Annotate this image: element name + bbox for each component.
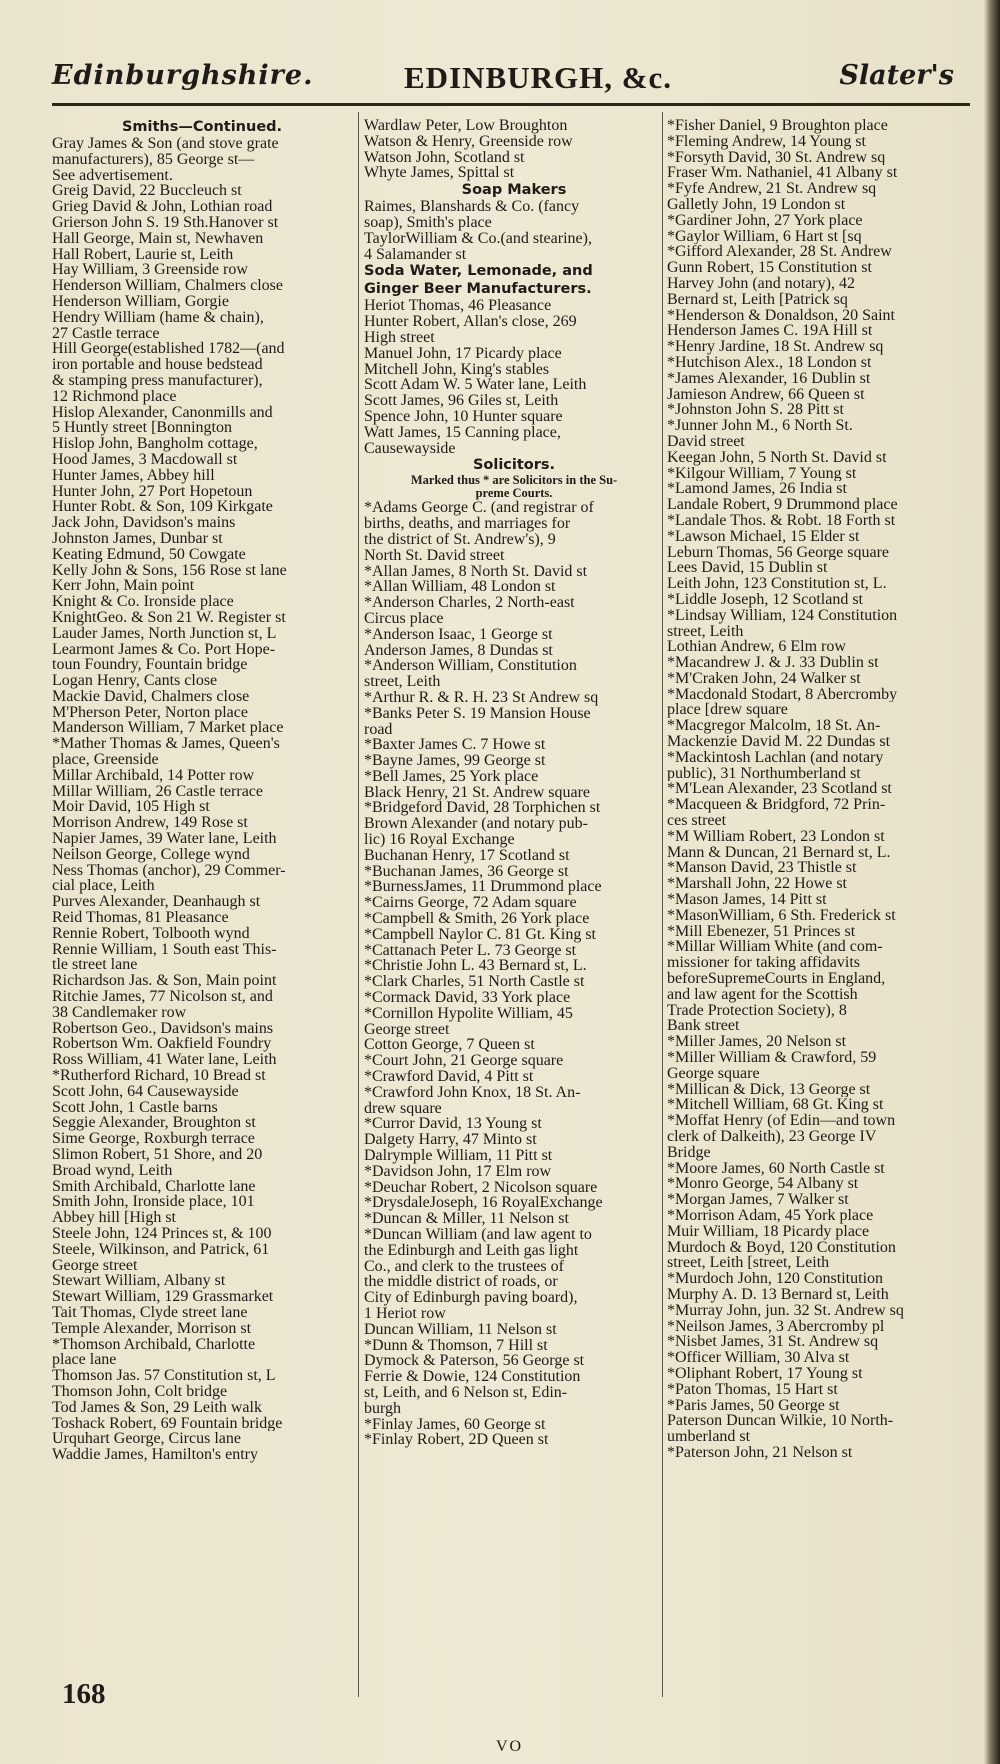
directory-entry: place [drew square (667, 702, 788, 719)
page-number: 168 (62, 1678, 106, 1710)
directory-entry: *DrysdaleJoseph, 16 RoyalExchange (364, 1195, 603, 1212)
directory-entry: Leith John, 123 Constitution st, L. (667, 576, 887, 592)
directory-entry: *Nisbet James, 31 St. Andrew sq (667, 1334, 879, 1351)
directory-entry: Murphy A. D. 13 Bernard st, Leith (667, 1286, 889, 1303)
directory-entry: *Forsyth David, 30 St. Andrew sq (667, 149, 886, 166)
directory-entry: *Cattanach Peter L. 73 George st (364, 942, 577, 959)
directory-entry: Temple Alexander, Morrison st (52, 1320, 252, 1337)
directory-entry: M'Pherson Peter, Norton place (52, 704, 248, 721)
directory-entry: *Lawson Michael, 15 Elder st (667, 528, 860, 545)
directory-entry: *Dunn & Thomson, 7 Hill st (364, 1337, 548, 1354)
directory-entry: Hunter James, Abbey hill (52, 467, 215, 484)
directory-entry: Lees David, 15 Dublin st (667, 560, 828, 577)
directory-entry: Heriot Thomas, 46 Pleasance (364, 298, 552, 315)
directory-entry: *Johnston John S. 28 Pitt st (667, 402, 844, 419)
directory-entry: *Campbell Naylor C. 81 Gt. King st (364, 926, 596, 943)
directory-entry: Richardson Jas. & Son, Main point (52, 973, 277, 990)
directory-entry: Duncan William, 11 Nelson st (364, 1321, 557, 1338)
directory-entry: Toshack Robert, 69 Fountain bridge (52, 1415, 283, 1432)
directory-entry: Henderson James C. 19A Hill st (667, 323, 873, 340)
directory-entry: *Deuchar Robert, 2 Nicolson square (364, 1179, 598, 1196)
directory-entry: *Anderson Isaac, 1 George st (364, 626, 553, 643)
directory-entry: road (364, 721, 393, 738)
directory-entry: *Bayne James, 99 George st (364, 753, 546, 769)
directory-entry: 27 Castle terrace (52, 325, 160, 342)
directory-entry: *Cairns George, 72 Adam square (364, 895, 577, 912)
directory-entry: Grierson John S. 19 Sth.Hanover st (52, 214, 279, 231)
directory-entry: *Fisher Daniel, 9 Broughton place (667, 118, 888, 134)
directory-entry: *Moffat Henry (of Edin—and town (667, 1113, 896, 1129)
directory-entry: place lane (52, 1352, 117, 1369)
directory-entry: Keegan John, 5 North St. David st (667, 449, 887, 466)
directory-entry: *Henderson & Donaldson, 20 Saint (667, 307, 895, 324)
directory-entry: *Baxter James C. 7 Howe st (364, 737, 546, 754)
directory-entry: *Neilson James, 3 Abercromby pl (667, 1318, 885, 1335)
directory-entry: TaylorWilliam & Co.(and stearine), (364, 230, 592, 247)
directory-entry: *Anderson William, Constitution (364, 658, 577, 675)
directory-entry: Waddie James, Hamilton's entry (52, 1447, 258, 1463)
directory-entry: births, deaths, and marriages for (364, 516, 571, 532)
directory-entry: Mackie David, Chalmers close (52, 688, 250, 705)
directory-entry: street, Leith [street, Leith (667, 1255, 830, 1272)
directory-entry: *Gaylor William, 6 Hart st [sq (667, 228, 862, 245)
directory-entry: *Mackintosh Lachlan (and notary (667, 749, 884, 766)
directory-entry: place, Greenside (52, 752, 159, 768)
directory-entry: *Landale Thos. & Robt. 18 Forth st (667, 512, 896, 529)
directory-entry: Mitchell John, King's stables (364, 361, 550, 378)
directory-entry: *Curror David, 13 Young st (364, 1116, 542, 1133)
directory-entry: Bridge (667, 1144, 711, 1161)
directory-entry: & stamping press manufacturer), (52, 372, 263, 389)
directory-entry: *Kilgour William, 7 Young st (667, 465, 857, 482)
directory-entry: Anderson James, 8 Dundas st (364, 642, 553, 659)
directory-entry: Urquhart George, Circus lane (52, 1431, 241, 1448)
directory-entry: *Macdonald Stodart, 8 Abercromby (667, 686, 898, 703)
directory-entry: Jamieson Andrew, 66 Queen st (667, 386, 865, 403)
directory-entry: *Bell James, 25 York place (364, 768, 539, 785)
column-left (52, 118, 352, 1463)
directory-entry: Bank street (667, 1018, 740, 1035)
directory-entry: Mann & Duncan, 21 Bernard st, L. (667, 844, 891, 861)
directory-entry: 12 Richmond place (52, 388, 177, 405)
directory-entry: *Murray John, jun. 32 St. Andrew sq (667, 1302, 904, 1319)
directory-entry: 5 Huntly street [Bonnington (52, 420, 232, 437)
directory-entry: *Junner John M., 6 North St. (667, 418, 853, 434)
directory-entry: Napier James, 39 Water lane, Leith (52, 831, 277, 847)
directory-entry: KnightGeo. & Son 21 W. Register st (52, 609, 286, 626)
section-heading: Solicitors. (472, 457, 556, 474)
directory-entry: Scott John, 64 Causewayside (52, 1083, 239, 1100)
directory-entry: Causewayside (364, 440, 456, 457)
directory-entry: st, Leith, and 6 Nelson st, Edin- (364, 1384, 568, 1401)
directory-entry: Hill George(established 1782—(and (52, 341, 285, 358)
directory-entry: *Gardiner John, 27 York place (667, 212, 863, 229)
directory-entry: manufacturers), 85 George st— (52, 151, 255, 168)
directory-entry: *Macandrew J. & J. 33 Dublin st (667, 655, 879, 671)
directory-entry: Gunn Robert, 15 Constitution st (667, 260, 872, 276)
directory-entry: lic) 16 Royal Exchange (364, 832, 515, 848)
directory-entry: street, Leith (364, 674, 441, 690)
directory-entry: the Edinburgh and Leith gas light (364, 1242, 579, 1259)
column-middle (364, 118, 664, 1448)
directory-entry: Johnston James, Dunbar st (52, 530, 223, 547)
directory-entry: Ness Thomas (anchor), 29 Commer- (52, 862, 286, 879)
directory-entry: Rennie Robert, Tolbooth wynd (52, 925, 250, 942)
directory-entry: Scott James, 96 Giles st, Leith (364, 393, 559, 409)
directory-entry: *Mather Thomas & James, Queen's (52, 736, 280, 753)
directory-entry: Dalrymple William, 11 Pitt st (364, 1148, 553, 1164)
directory-entry: Ritchie James, 77 Nicolson st, and (52, 989, 273, 1005)
directory-entry: Kerr John, Main point (52, 578, 195, 595)
directory-entry: Henderson William, Gorgie (52, 293, 229, 310)
directory-entry: *Buchanan James, 36 George st (364, 863, 569, 880)
directory-entry: *Morgan James, 7 Walker st (667, 1192, 849, 1208)
directory-entry: the district of St. Andrew's), 9 (364, 531, 556, 548)
directory-entry: toun Foundry, Fountain bridge (52, 657, 248, 674)
directory-entry: soap), Smith's place (364, 214, 492, 231)
directory-entry: Spence John, 10 Hunter square (364, 408, 563, 425)
directory-entry: Neilson George, College wynd (52, 846, 250, 863)
directory-entry: Trade Protection Society), 8 (667, 1002, 847, 1019)
directory-entry: *Finlay Robert, 2D Queen st (364, 1432, 549, 1449)
directory-entry: *M'Craken John, 24 Walker st (667, 670, 861, 687)
directory-entry: 4 Salamander st (364, 246, 467, 263)
directory-entry: Kelly John & Sons, 156 Rose st lane (52, 562, 287, 579)
directory-entry: Ferrie & Dowie, 124 Constitution (364, 1369, 581, 1385)
directory-entry: Moir David, 105 High st (52, 799, 210, 816)
directory-entry: *Millar William White (and com- (667, 939, 883, 956)
directory-entry: *Gifford Alexander, 28 St. Andrew (667, 244, 892, 261)
directory-entry: Leburn Thomas, 56 George square (667, 544, 890, 561)
directory-entry: *Manson David, 23 Thistle st (667, 860, 857, 877)
directory-entry: *Hutchison Alex., 18 London st (667, 354, 872, 371)
directory-entry: Broad wynd, Leith (52, 1162, 173, 1179)
directory-entry: cial place, Leith (52, 878, 155, 895)
directory-entry: Circus place (364, 610, 444, 627)
directory-entry: Smith Archibald, Charlotte lane (52, 1178, 256, 1195)
directory-entry: *Christie John L. 43 Bernard st, L. (364, 958, 587, 975)
directory-entry: Henderson William, Chalmers close (52, 278, 284, 294)
directory-entry: *Clark Charles, 51 North Castle st (364, 974, 585, 991)
directory-entry: public), 31 Northumberland st (667, 765, 861, 782)
directory-entry: *Paton Thomas, 15 Hart st (667, 1381, 838, 1398)
directory-entry: Steele, Wilkinson, and Patrick, 61 (52, 1241, 270, 1258)
directory-entry: *Marshall John, 22 Howe st (667, 876, 847, 893)
section-heading: Soda Water, Lemonade, and (364, 263, 593, 280)
section-note: preme Courts. (475, 487, 553, 501)
directory-entry: Stewart William, 129 Grassmarket (52, 1289, 274, 1305)
directory-entry: Grieg David & John, Lothian road (52, 199, 273, 215)
directory-entry: *Anderson Charles, 2 North-east (364, 595, 575, 611)
directory-entry: the middle district of roads, or (364, 1274, 558, 1291)
directory-entry: Manderson William, 7 Market place (52, 720, 284, 737)
directory-entry: Hood James, 3 Macdowall st (52, 451, 238, 468)
directory-entry: Robertson Wm. Oakfield Foundry (52, 1036, 272, 1053)
directory-entry: Thomson Jas. 57 Constitution st, L (52, 1368, 276, 1384)
directory-entry: *Davidson John, 17 Elm row (364, 1163, 552, 1180)
directory-entry: clerk of Dalkeith), 23 George IV (667, 1129, 877, 1145)
directory-entry: Hunter John, 27 Port Hopetoun (52, 483, 253, 500)
directory-entry: Lothian Andrew, 6 Elm row (667, 639, 846, 656)
directory-entry: Galletly John, 19 London st (667, 196, 846, 213)
directory-entry: Hall Robert, Laurie st, Leith (52, 246, 234, 263)
directory-entry: Hislop John, Bangholm cottage, (52, 436, 258, 452)
directory-entry: Co., and clerk to the trustees of (364, 1258, 564, 1275)
directory-entry: tle street lane (52, 957, 138, 974)
directory-entry: *Millican & Dick, 13 George st (667, 1081, 871, 1098)
directory-entry: *Cornillon Hypolite William, 45 (364, 1005, 573, 1022)
directory-entry: George square (667, 1065, 760, 1082)
directory-entry: Robertson Geo., Davidson's mains (52, 1020, 274, 1037)
directory-entry: *Duncan & Miller, 11 Nelson st (364, 1211, 569, 1227)
directory-entry: Black Henry, 21 St. Andrew square (364, 784, 591, 801)
directory-entry: Lauder James, North Junction st, L (52, 625, 277, 642)
directory-entry: Watson John, Scotland st (364, 149, 525, 166)
directory-entry: *Adams George C. (and registrar of (364, 500, 594, 517)
directory-entry: *Thomson Archibald, Charlotte (52, 1336, 256, 1353)
directory-entry: Dymock & Paterson, 56 George st (364, 1353, 585, 1370)
directory-entry: *Campbell & Smith, 26 York place (364, 911, 590, 927)
directory-entry: Morrison Andrew, 149 Rose st (52, 815, 248, 832)
directory-entry: Tod James & Son, 29 Leith walk (52, 1399, 262, 1416)
directory-entry: Gray James & Son (and stove grate (52, 136, 279, 152)
directory-entry: *Rutherford Richard, 10 Bread st (52, 1068, 266, 1084)
directory-entry: *Moore James, 60 North Castle st (667, 1160, 885, 1177)
directory-entry: High street (364, 329, 435, 346)
directory-entry: Steele John, 124 Princes st, & 100 (52, 1225, 272, 1242)
section-heading: Soap Makers (461, 182, 567, 199)
directory-entry: beforeSupremeCourts in England, (667, 971, 886, 987)
directory-entry: Watson & Henry, Greenside row (364, 133, 573, 150)
directory-entry: Reid Thomas, 81 Pleasance (52, 910, 229, 926)
directory-entry: *Allan William, 48 London st (364, 579, 556, 596)
directory-entry: Wardlaw Peter, Low Broughton (364, 118, 568, 134)
directory-entry: burgh (364, 1400, 402, 1417)
directory-entry: Smith John, Ironside place, 101 (52, 1194, 255, 1211)
directory-entry: *Fleming Andrew, 14 Young st (667, 133, 866, 150)
directory-entry: ces street (667, 813, 727, 829)
directory-entry: Stewart William, Albany st (52, 1273, 226, 1290)
directory-entry: iron portable and house bedstead (52, 357, 263, 373)
signature-mark: VO (496, 1738, 524, 1755)
header-county: Edinburghshire. (52, 60, 314, 91)
directory-entry: 1 Heriot row (364, 1305, 446, 1322)
directory-entry: Millar Archibald, 14 Potter row (52, 767, 255, 784)
directory-entry: *Banks Peter S. 19 Mansion House (364, 705, 591, 722)
directory-entry: 38 Candlemaker row (52, 1004, 187, 1021)
directory-entry: Hendry William (hame & chain), (52, 309, 264, 326)
directory-entry: umberland st (667, 1429, 751, 1445)
directory-entry: Logan Henry, Cants close (52, 673, 218, 689)
directory-entry: Muir William, 18 Picardy place (667, 1223, 870, 1240)
directory-entry: Hunter Robert, Allan's close, 269 (364, 314, 577, 330)
directory-entry: Tait Thomas, Clyde street lane (52, 1304, 248, 1321)
section-heading: Ginger Beer Manufacturers. (364, 281, 592, 298)
directory-entry: *Macqueen & Bridgford, 72 Prin- (667, 797, 886, 814)
directory-entry: *Mason James, 14 Pitt st (667, 892, 827, 908)
directory-entry: *M William Robert, 23 London st (667, 828, 885, 845)
directory-entry: *Cormack David, 33 York place (364, 990, 571, 1006)
directory-entry: Harvey John (and notary), 42 (667, 275, 855, 292)
directory-entry: Manuel John, 17 Picardy place (364, 345, 562, 362)
directory-entry: George street (364, 1021, 450, 1038)
directory-entry: North St. David street (364, 547, 505, 564)
header-publisher: Slater's (839, 60, 954, 91)
directory-entry: Murdoch & Boyd, 120 Constitution (667, 1239, 896, 1256)
directory-entry: *James Alexander, 16 Dublin st (667, 370, 871, 387)
directory-entry: *Mitchell William, 68 Gt. King st (667, 1097, 884, 1114)
directory-entry: *M'Lean Alexander, 23 Scotland st (667, 781, 892, 798)
directory-entry: Hislop Alexander, Canonmills and (52, 404, 273, 421)
directory-entry: *Mill Ebenezer, 51 Princes st (667, 923, 856, 940)
directory-entry: *Oliphant Robert, 17 Young st (667, 1365, 863, 1382)
directory-entry: Brown Alexander (and notary pub- (364, 816, 588, 833)
directory-entry: *Murdoch John, 120 Constitution (667, 1271, 884, 1287)
directory-entry: Knight & Co. Ironside place (52, 594, 234, 610)
directory-entry: drew square (364, 1100, 442, 1117)
directory-entry: and law agent for the Scottish (667, 986, 858, 1003)
page-edge-shadow (984, 0, 1000, 1764)
directory-entry: Hay William, 3 Greenside row (52, 262, 248, 279)
directory-entry: *Morrison Adam, 45 York place (667, 1207, 874, 1224)
directory-entry: *Liddle Joseph, 12 Scotland st (667, 591, 863, 608)
directory-entry: Landale Robert, 9 Drummond place (667, 497, 898, 513)
directory-entry: *Macgregor Malcolm, 18 St. An- (667, 718, 881, 735)
directory-entry: *Paterson John, 21 Nelson st (667, 1444, 853, 1461)
directory-entry: *Court John, 21 George square (364, 1053, 564, 1070)
header-title: EDINBURGH, &c. (404, 60, 673, 95)
directory-entry: Purves Alexander, Deanhaugh st (52, 894, 261, 911)
directory-entry: *Paris James, 50 George st (667, 1397, 840, 1414)
directory-entry: *Miller William & Crawford, 59 (667, 1050, 877, 1066)
directory-entry: Abbey hill [High st (52, 1210, 176, 1226)
directory-entry: See advertisement. (52, 167, 173, 184)
directory-entry: *Crawford John Knox, 18 St. An- (364, 1084, 581, 1101)
directory-entry: *Bridgeford David, 28 Torphichen st (364, 800, 601, 817)
section-note: Marked thus * are Solicitors in the Su- (410, 474, 618, 488)
directory-entry: street, Leith (667, 623, 744, 640)
directory-entry: missioner for taking affidavits (667, 955, 860, 972)
directory-entry: George street (52, 1257, 138, 1274)
directory-entry: Seggie Alexander, Broughton st (52, 1115, 256, 1132)
directory-entry: Scott Adam W. 5 Water lane, Leith (364, 377, 587, 394)
directory-entry: Sime George, Roxburgh terrace (52, 1131, 255, 1147)
directory-entry: Fraser Wm. Nathaniel, 41 Albany st (667, 165, 898, 182)
directory-entry: *MasonWilliam, 6 Sth. Frederick st (667, 907, 896, 924)
directory-entry: *Duncan William (and law agent to (364, 1227, 592, 1243)
directory-entry: Jack John, Davidson's mains (52, 515, 236, 531)
directory-entry: City of Edinburgh paving board), (364, 1290, 578, 1306)
directory-entry: *Fyfe Andrew, 21 St. Andrew sq (667, 181, 877, 197)
directory-entry: *Allan James, 8 North St. David st (364, 563, 588, 580)
directory-entry: *BurnessJames, 11 Drummond place (364, 879, 602, 896)
directory-entry: David street (667, 433, 745, 450)
directory-entry: Watt James, 15 Canning place, (364, 424, 561, 441)
directory-entry: Mackenzie David M. 22 Dundas st (667, 734, 891, 750)
section-heading: Smiths—Continued. (121, 119, 283, 135)
directory-entry: *Officer William, 30 Alva st (667, 1350, 850, 1366)
directory-entry: *Arthur R. & R. H. 23 St Andrew sq (364, 689, 599, 706)
column-divider (358, 112, 359, 1697)
directory-entry: Slimon Robert, 51 Shore, and 20 (52, 1147, 263, 1163)
directory-entry: Whyte James, Spittal st (364, 165, 515, 182)
column-right (667, 118, 965, 1461)
header-rule (52, 103, 970, 106)
directory-entry: Dalgety Harry, 47 Minto st (364, 1132, 537, 1149)
directory-entry: Buchanan Henry, 17 Scotland st (364, 847, 570, 864)
directory-entry: Keating Edmund, 50 Cowgate (52, 546, 246, 563)
directory-entry: Cotton George, 7 Queen st (364, 1037, 535, 1054)
directory-entry: *Lamond James, 26 India st (667, 481, 847, 498)
directory-entry: Paterson Duncan Wilkie, 10 North- (667, 1413, 894, 1430)
directory-entry: Greig David, 22 Buccleuch st (52, 183, 242, 200)
directory-entry: *Henry Jardine, 18 St. Andrew sq (667, 339, 884, 355)
directory-entry: *Miller James, 20 Nelson st (667, 1034, 847, 1051)
directory-entry: Learmont James & Co. Port Hope- (52, 641, 276, 658)
directory-entry: *Lindsay William, 124 Constitution (667, 607, 898, 624)
directory-entry: *Monro George, 54 Albany st (667, 1176, 859, 1193)
directory-entry: Hall George, Main st, Newhaven (52, 230, 264, 247)
directory-entry: Ross William, 41 Water lane, Leith (52, 1052, 277, 1069)
directory-entry: *Crawford David, 4 Pitt st (364, 1069, 534, 1085)
page-header (52, 60, 974, 100)
directory-entry: Hunter Robt. & Son, 109 Kirkgate (52, 499, 273, 516)
directory-entry: *Finlay James, 60 George st (364, 1416, 546, 1433)
directory-entry: Rennie William, 1 South east This- (52, 941, 277, 958)
directory-entry: Thomson John, Colt bridge (52, 1383, 228, 1400)
directory-entry: Bernard st, Leith [Patrick sq (667, 291, 848, 308)
directory-entry: Millar William, 26 Castle terrace (52, 783, 263, 800)
directory-entry: Raimes, Blanshards & Co. (fancy (364, 199, 580, 215)
directory-entry: Scott John, 1 Castle barns (52, 1099, 218, 1116)
